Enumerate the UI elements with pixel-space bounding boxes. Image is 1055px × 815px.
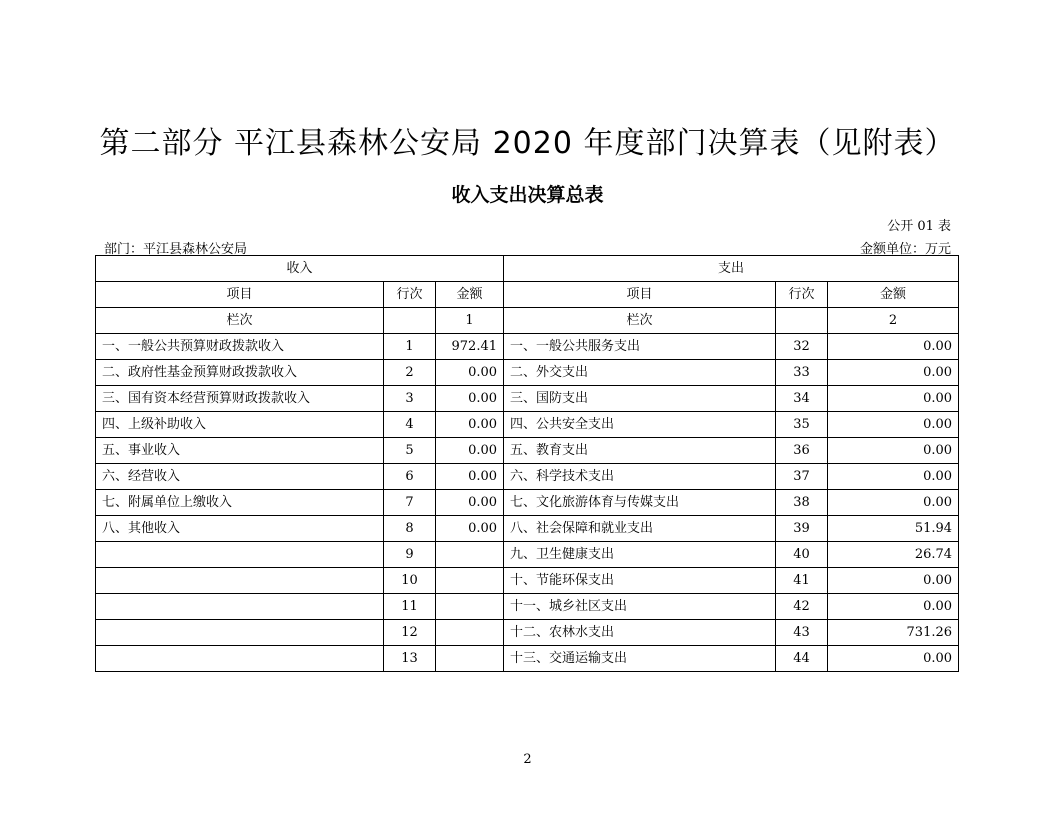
- table-row: [96, 568, 959, 594]
- expense-line-cell: 39: [776, 516, 828, 542]
- income-line-cell: 5: [384, 438, 436, 464]
- income-line-cell: 3: [384, 386, 436, 412]
- income-amount-cell: 0.00: [436, 412, 504, 438]
- section-header-row: [96, 256, 959, 282]
- expense-item-cell: 十二、农林水支出: [504, 620, 776, 646]
- expense-line-cell: 42: [776, 594, 828, 620]
- expense-amount-cell: 0.00: [828, 646, 959, 672]
- income-amount-cell: [436, 646, 504, 672]
- table-row: [96, 620, 959, 646]
- expense-item-cell: 九、卫生健康支出: [504, 542, 776, 568]
- income-amount-cell: 0.00: [436, 464, 504, 490]
- expense-amount-cell: 0.00: [828, 334, 959, 360]
- page-title: 第二部分 平江县森林公安局 2020 年度部门决算表（见附表）: [99, 126, 956, 161]
- expense-line-cell: 41: [776, 568, 828, 594]
- expense-item-cell: 十三、交通运输支出: [504, 646, 776, 672]
- income-item-cell: 一、一般公共预算财政拨款收入: [96, 334, 384, 360]
- table-row: [96, 412, 959, 438]
- income-amount-cell: [436, 594, 504, 620]
- expense-item-cell: 一、一般公共服务支出: [504, 334, 776, 360]
- income-line-header: 行次: [384, 282, 436, 308]
- expense-line-index: [776, 308, 828, 334]
- income-item-cell: [96, 646, 384, 672]
- income-amount-cell: 0.00: [436, 516, 504, 542]
- income-line-cell: 7: [384, 490, 436, 516]
- expense-line-cell: 32: [776, 334, 828, 360]
- table-row: [96, 334, 959, 360]
- income-item-cell: 六、经营收入: [96, 464, 384, 490]
- expense-item-cell: 十一、城乡社区支出: [504, 594, 776, 620]
- income-item-cell: [96, 542, 384, 568]
- amount-unit-label: 金额单位：万元: [859, 242, 951, 257]
- column-header-row: [96, 282, 959, 308]
- expense-item-cell: 七、文化旅游体育与传媒支出: [504, 490, 776, 516]
- income-amount-cell: [436, 568, 504, 594]
- income-amount-cell: 0.00: [436, 438, 504, 464]
- expense-amount-header: 金额: [828, 282, 959, 308]
- expense-item-header: 项目: [504, 282, 776, 308]
- expense-amount-cell: 0.00: [828, 412, 959, 438]
- expense-amount-cell: 0.00: [828, 490, 959, 516]
- income-item-cell: 八、其他收入: [96, 516, 384, 542]
- income-item-cell: [96, 568, 384, 594]
- form-number: 公开 01 表: [887, 219, 951, 234]
- expense-amount-cell: 0.00: [828, 568, 959, 594]
- page-number: 2: [523, 752, 532, 767]
- income-column-index: 1: [436, 308, 504, 334]
- expense-column-index: 2: [828, 308, 959, 334]
- income-item-cell: [96, 620, 384, 646]
- income-amount-header: 金额: [436, 282, 504, 308]
- income-line-cell: 10: [384, 568, 436, 594]
- income-line-index: [384, 308, 436, 334]
- expense-item-cell: 四、公共安全支出: [504, 412, 776, 438]
- expense-amount-cell: 0.00: [828, 386, 959, 412]
- expense-item-cell: 八、社会保障和就业支出: [504, 516, 776, 542]
- column-index-row: [96, 308, 959, 334]
- income-line-cell: 4: [384, 412, 436, 438]
- income-line-cell: 12: [384, 620, 436, 646]
- income-amount-cell: [436, 542, 504, 568]
- table-row: [96, 490, 959, 516]
- expense-line-header: 行次: [776, 282, 828, 308]
- expense-line-cell: 33: [776, 360, 828, 386]
- expense-item-cell: 三、国防支出: [504, 386, 776, 412]
- expense-amount-cell: 0.00: [828, 438, 959, 464]
- table-row: [96, 516, 959, 542]
- income-item-cell: 五、事业收入: [96, 438, 384, 464]
- table-row: [96, 386, 959, 412]
- expense-line-cell: 37: [776, 464, 828, 490]
- income-header: 收入: [96, 256, 504, 282]
- income-amount-cell: [436, 620, 504, 646]
- expense-item-cell: 二、外交支出: [504, 360, 776, 386]
- expense-line-cell: 44: [776, 646, 828, 672]
- income-amount-cell: 0.00: [436, 360, 504, 386]
- expense-item-cell: 六、科学技术支出: [504, 464, 776, 490]
- income-item-cell: 四、上级补助收入: [96, 412, 384, 438]
- income-line-cell: 13: [384, 646, 436, 672]
- expense-line-cell: 36: [776, 438, 828, 464]
- table-row: [96, 646, 959, 672]
- table-row: [96, 594, 959, 620]
- table-row: [96, 360, 959, 386]
- income-line-cell: 9: [384, 542, 436, 568]
- table-row: [96, 542, 959, 568]
- expense-amount-cell: 0.00: [828, 594, 959, 620]
- income-line-cell: 11: [384, 594, 436, 620]
- income-item-cell: 七、附属单位上缴收入: [96, 490, 384, 516]
- table-title: 收入支出决算总表: [451, 184, 604, 206]
- income-item-header: 项目: [96, 282, 384, 308]
- income-line-cell: 2: [384, 360, 436, 386]
- income-line-cell: 8: [384, 516, 436, 542]
- income-item-cell: [96, 594, 384, 620]
- expense-item-cell: 五、教育支出: [504, 438, 776, 464]
- expense-line-cell: 43: [776, 620, 828, 646]
- expense-line-cell: 38: [776, 490, 828, 516]
- income-amount-cell: 0.00: [436, 386, 504, 412]
- expense-item-cell: 十、节能环保支出: [504, 568, 776, 594]
- expense-line-cell: 34: [776, 386, 828, 412]
- expense-header: 支出: [504, 256, 959, 282]
- expense-amount-cell: 26.74: [828, 542, 959, 568]
- expense-line-cell: 40: [776, 542, 828, 568]
- expense-amount-cell: 731.26: [828, 620, 959, 646]
- expense-amount-cell: 0.00: [828, 464, 959, 490]
- income-item-cell: 二、政府性基金预算财政拨款收入: [96, 360, 384, 386]
- table-row: [96, 438, 959, 464]
- expense-amount-cell: 51.94: [828, 516, 959, 542]
- income-amount-cell: 972.41: [436, 334, 504, 360]
- expense-column-label: 栏次: [504, 308, 776, 334]
- expense-line-cell: 35: [776, 412, 828, 438]
- department-label: 部门：平江县森林公安局: [104, 242, 248, 257]
- income-line-cell: 6: [384, 464, 436, 490]
- income-column-label: 栏次: [96, 308, 384, 334]
- income-item-cell: 三、国有资本经营预算财政拨款收入: [96, 386, 384, 412]
- income-expense-table: [95, 255, 959, 672]
- income-line-cell: 1: [384, 334, 436, 360]
- income-amount-cell: 0.00: [436, 490, 504, 516]
- table-row: [96, 464, 959, 490]
- expense-amount-cell: 0.00: [828, 360, 959, 386]
